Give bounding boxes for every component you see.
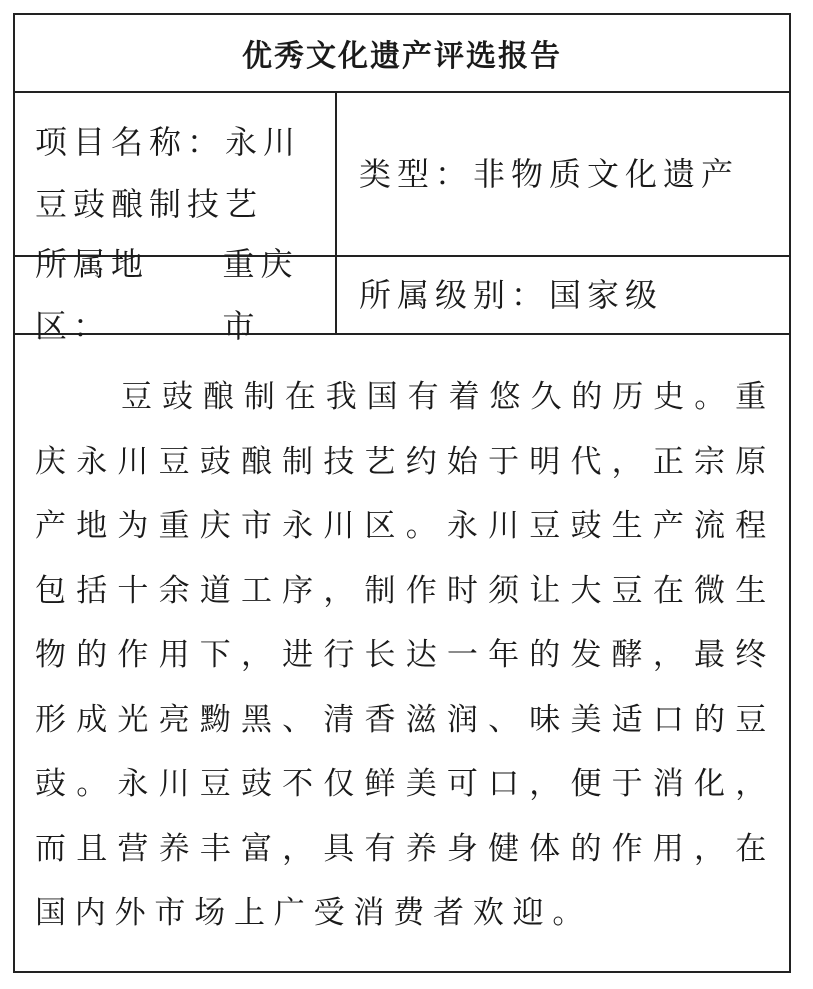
report-header (15, 15, 789, 93)
project-name-label: 项目名称： (35, 123, 226, 161)
project-name-value: 永川豆豉酿制技艺 (35, 123, 302, 223)
description-text: 豆豉酿制在我国有着悠久的历史。重庆永川豆豉酿制技艺约始于明代，正宗原产地为重庆市永川区。永川豆豉生产流程包括十余道工序，制作时须让大豆在微生物的作用下，进行长达一年的发酵，最终形成光亮黝黑、清香滋润、味美适口的豆豉。永川豆豉不仅鲜美可口，便于消化，而且营养丰富，具有养身健体的作用，在国内外市场上广受消费者欢迎。 (35, 379, 775, 931)
project-name-cell (15, 93, 337, 255)
level-label: 所属级别： (359, 276, 550, 314)
report-table (13, 13, 791, 973)
level-cell (337, 257, 789, 333)
type-label: 类型： (359, 155, 474, 193)
region-label: 所属地区： (35, 245, 150, 345)
level-value: 国家级 (549, 276, 664, 314)
type-cell (337, 93, 789, 255)
report-title: 优秀文化遗产评选报告 (242, 39, 562, 74)
description-cell (15, 335, 789, 971)
region-row (15, 245, 789, 345)
region-value: 重庆市 (222, 245, 299, 345)
type-value: 非物质文化遗产 (473, 155, 740, 193)
region-cell (15, 245, 337, 345)
